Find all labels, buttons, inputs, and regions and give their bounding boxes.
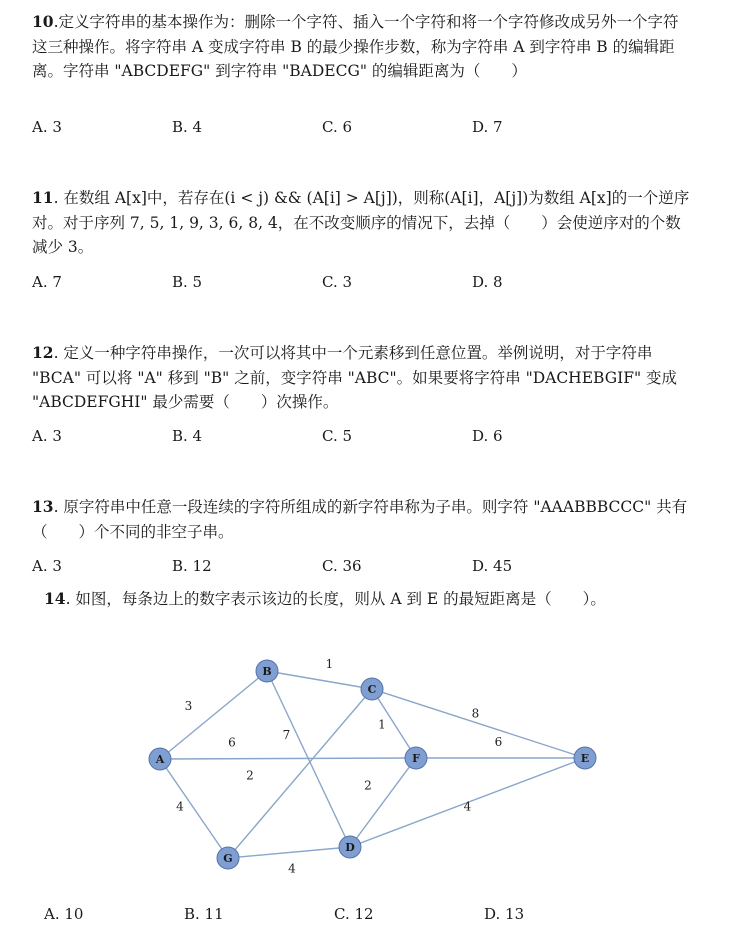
node-label-e: E bbox=[580, 752, 590, 765]
node-label-d: D bbox=[345, 841, 355, 854]
edge-weight-a-f: 6 bbox=[228, 735, 236, 750]
option-d[interactable]: D. 7 bbox=[472, 118, 503, 136]
question-text: . 定义一种字符串操作，一次可以将其中一个元素移到任意位置。举例说明，对于字符串 "BCA" 可以将 "A" 移到 "B" 之前，变字符串 "ABC"。如果要将字符串 "DACHEBGIF" 变成 "ABCDEFGHI" 最少需要（ ）次操作。 bbox=[32, 344, 678, 411]
question-number: 10 bbox=[32, 12, 54, 31]
option-b[interactable]: B. 4 bbox=[172, 427, 203, 445]
question-text: .定义字符串的基本操作为：删除一个字符、插入一个字符和将一个字符修改成另外一个字符这三种操作。将字符串 A 变成字符串 B 的最少操作步数，称为字符串 A 到字符串 B 的编辑距离。字符串 "ABCDEFG" 到字符串 "BADECG" 的编辑距离为（ ） bbox=[32, 13, 679, 80]
node-label-c: C bbox=[367, 683, 377, 696]
option-a[interactable]: A. 10 bbox=[44, 905, 84, 923]
option-d[interactable]: D. 13 bbox=[484, 905, 525, 923]
edge-weight-f-e: 6 bbox=[494, 735, 503, 749]
edge-a-g bbox=[160, 759, 228, 858]
edge-weight-b-c: 1 bbox=[325, 657, 334, 671]
edge-weight-a-g: 4 bbox=[176, 799, 184, 814]
edge-weight-g-d: 4 bbox=[288, 861, 296, 876]
question-text: . 在数组 A[x]中，若存在(i < j) && (A[i] > A[j])，则称(A[i]，A[j])为数组 A[x]的一个逆序对。对于序列 7, 5, 1, 9, 3, 6, 8, 4，在不改变顺序的情况下，去掉（ ）会使逆序对的个数减少 3。 bbox=[32, 189, 690, 256]
edge-weight-a-b: 3 bbox=[184, 699, 193, 713]
node-label-b: B bbox=[262, 665, 272, 678]
edge-a-b bbox=[160, 671, 267, 759]
edge-weight-c-e: 8 bbox=[471, 706, 480, 721]
option-c[interactable]: C. 6 bbox=[322, 118, 353, 136]
option-b[interactable]: B. 11 bbox=[184, 905, 224, 923]
options-14 bbox=[44, 905, 704, 927]
graph-edge-weights bbox=[176, 657, 502, 876]
edge-b-c bbox=[267, 671, 372, 689]
node-label-g: G bbox=[223, 852, 233, 865]
edge-weight-d-e: 4 bbox=[463, 799, 472, 814]
option-b[interactable]: B. 5 bbox=[172, 273, 203, 291]
question-text: . 原字符串中任意一段连续的字符所组成的新字符串称为子串。则字符 "AAABBBCCC" 共有（ ）个不同的非空子串。 bbox=[32, 498, 688, 541]
question-number: 13 bbox=[32, 497, 54, 516]
edge-f-d bbox=[350, 758, 416, 847]
edge-g-d bbox=[228, 847, 350, 858]
option-d[interactable]: D. 8 bbox=[472, 273, 503, 291]
option-d[interactable]: D. 6 bbox=[472, 427, 503, 445]
edge-a-f bbox=[160, 758, 416, 759]
option-c[interactable]: C. 12 bbox=[334, 905, 374, 923]
edge-weight-b-d: 7 bbox=[282, 728, 291, 742]
option-a[interactable]: A. 3 bbox=[32, 118, 62, 136]
option-d[interactable]: D. 45 bbox=[472, 557, 513, 575]
edge-c-e bbox=[372, 689, 585, 758]
edge-weight-c-f: 1 bbox=[378, 717, 386, 732]
node-label-a: A bbox=[155, 753, 165, 766]
question-number: 14 bbox=[44, 589, 66, 608]
option-b[interactable]: B. 12 bbox=[172, 557, 212, 575]
option-a[interactable]: A. 3 bbox=[32, 427, 62, 445]
option-a[interactable]: A. 7 bbox=[32, 273, 62, 291]
option-a[interactable]: A. 3 bbox=[32, 557, 62, 575]
graph-nodes bbox=[149, 660, 596, 869]
node-label-f: F bbox=[412, 752, 420, 765]
edge-weight-g-c: 2 bbox=[246, 768, 254, 783]
option-c[interactable]: C. 3 bbox=[322, 273, 353, 291]
option-c[interactable]: C. 5 bbox=[322, 427, 353, 445]
question-number: 11 bbox=[32, 188, 54, 207]
option-b[interactable]: B. 4 bbox=[172, 118, 203, 136]
question-text: . 如图，每条边上的数字表示该边的长度，则从 A 到 E 的最短距离是（ ）。 bbox=[65, 590, 606, 608]
question-number: 12 bbox=[32, 343, 54, 362]
edge-weight-f-d: 2 bbox=[364, 778, 372, 793]
option-c[interactable]: C. 36 bbox=[322, 557, 362, 575]
